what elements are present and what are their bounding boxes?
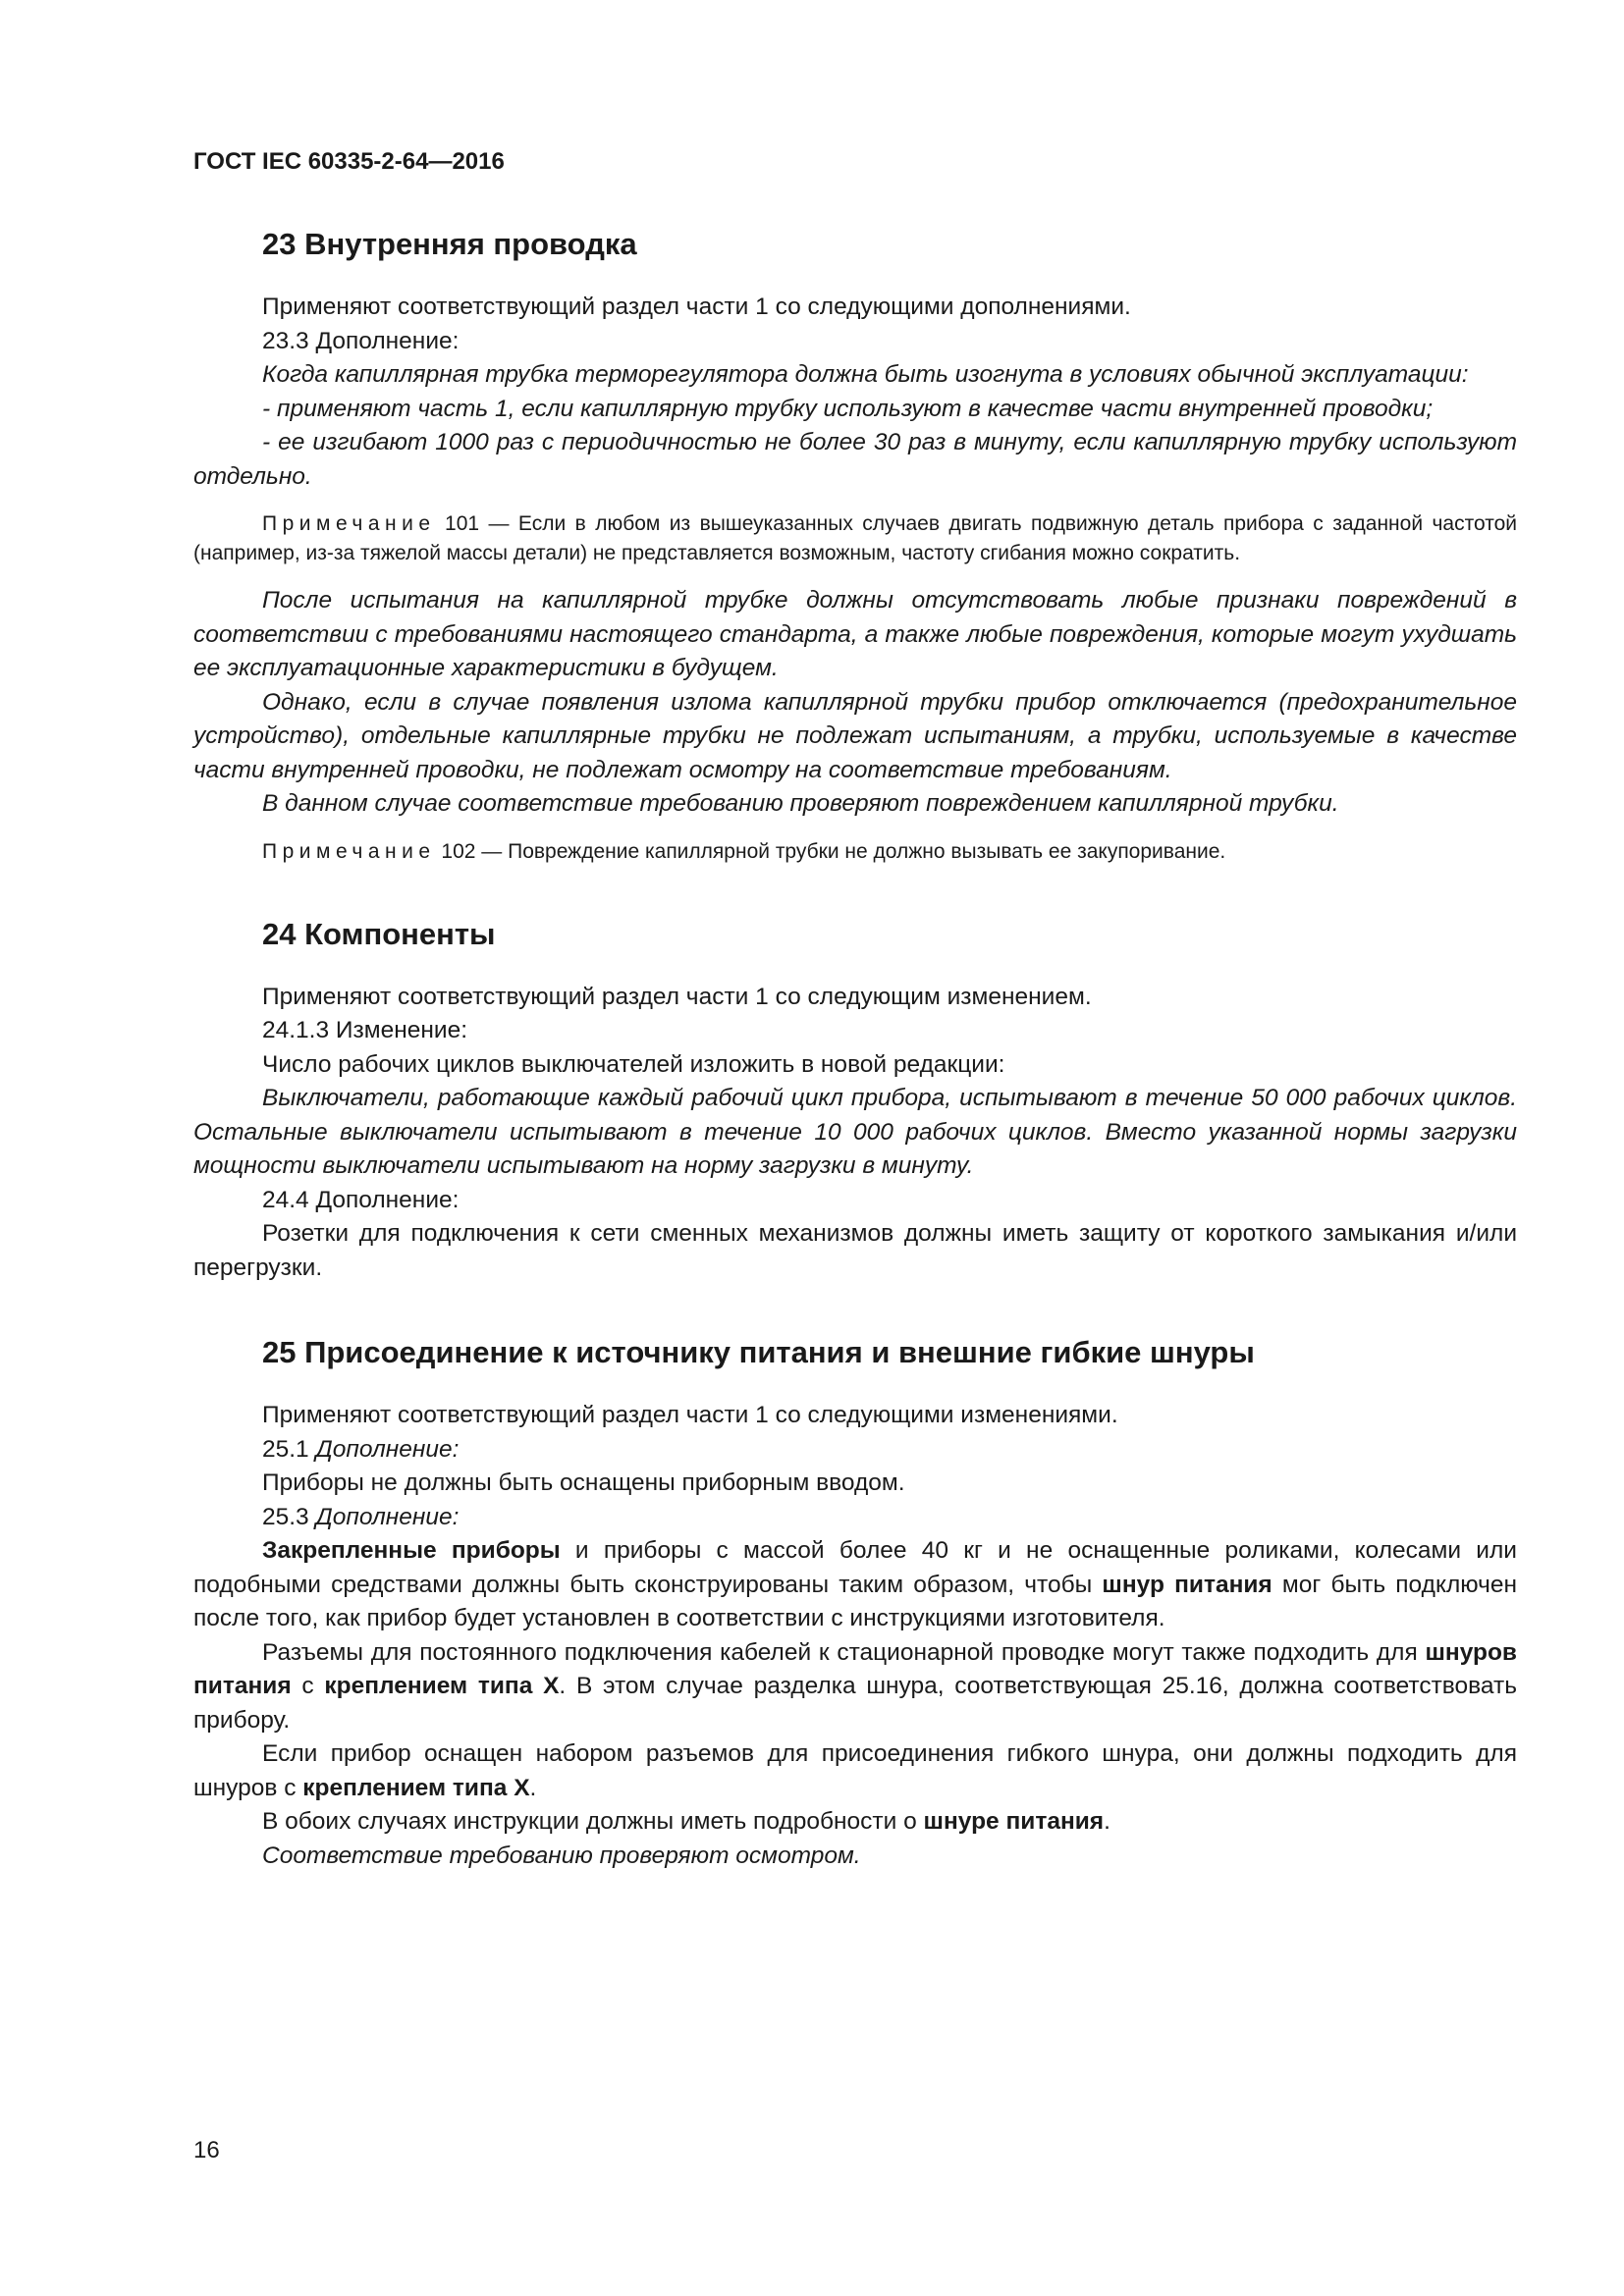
section-23-title: 23 Внутренняя проводка xyxy=(262,227,637,261)
clause-24-4-heading: 24.4 Дополнение: xyxy=(262,1186,460,1213)
section-25-intro: Применяют соответствующий раздел части 1 со следующими изменениями. xyxy=(262,1402,1118,1428)
document-header: ГОСТ IEC 60335-2-64—2016 xyxy=(193,148,505,175)
clause-23-3-item-1: - применяют часть 1, если капиллярную трубку используют в качестве части внутренней проводки; xyxy=(262,395,1434,422)
clause-25-3-heading xyxy=(193,1501,1517,1535)
note-102 xyxy=(193,837,1517,867)
clause-23-3-text: Когда капиллярная трубка терморегулятора должна быть изогнута в условиях обычной эксплуатации: xyxy=(262,361,1469,388)
section-24-title: 24 Компоненты xyxy=(262,916,496,951)
clause-25-3-para-2 xyxy=(193,1636,1517,1738)
clause-23-3-compliance: В данном случае соответствие требованию проверяют повреждением капиллярной трубки. xyxy=(262,790,1339,817)
text-run: и приборы с массой более 40 кг и не оснащенные роликами, колесами или подобными средствами должны быть сконструированы таким образом, чтобы xyxy=(193,1537,1517,1598)
clause-25-3-compliance: Соответствие требованию проверяют осмотром. xyxy=(262,1842,861,1869)
page-number: 16 xyxy=(193,2137,220,2163)
term-fixed-appliances: Закрепленные приборы xyxy=(262,1537,561,1564)
term-type-x-attachment: креплением типа X xyxy=(302,1774,530,1801)
clause-24-1-3-heading: 24.1.3 Изменение: xyxy=(262,1017,468,1043)
section-24-intro: Применяют соответствующий раздел части 1 со следующим изменением. xyxy=(262,983,1092,1010)
clause-23-3-item-2: - ее изгибают 1000 раз с периодичностью не более 30 раз в минуту, если капиллярную трубку используют отдельно. xyxy=(193,429,1517,490)
text-run: Если прибор оснащен набором разъемов для присоединения гибкого шнура, они должны подходить для шнуров с xyxy=(193,1740,1517,1801)
clause-25-3-word: Дополнение: xyxy=(315,1503,460,1530)
clause-25-3-para-1 xyxy=(193,1534,1517,1636)
note-101-text: 101 — Если в любом из вышеуказанных случаев двигать подвижную деталь прибора с заданной частотой (например, из-за тяжелой массы детали) не представляется возможным, частоту сгибания можно сократить. xyxy=(193,512,1517,564)
clause-23-3-heading: 23.3 Дополнение: xyxy=(262,327,460,354)
text-run: мог быть подключен после того, как прибор будет установлен в соответствии с инструкциями изготовителя. xyxy=(193,1571,1517,1631)
text-run: с xyxy=(291,1673,325,1699)
note-101-label: Примечание xyxy=(262,512,436,535)
term-supply-cord: шнур питания xyxy=(1102,1571,1272,1598)
text-run: . В этом случае разделка шнура, соответствующая 25.16, должна соответствовать прибору. xyxy=(193,1673,1517,1734)
clause-25-1-number: 25.1 xyxy=(262,1435,309,1463)
text-run: В обоих случаях инструкции должны иметь подробности о xyxy=(262,1808,924,1835)
term-type-x-attachment: креплением типа X xyxy=(324,1673,560,1699)
term-supply-cords: шнуров питания xyxy=(193,1638,1517,1699)
clause-23-3-test-result: После испытания на капиллярной трубке должны отсутствовать любые признаки повреждений в соответствии с требованиями настоящего стандарта, а также любые повреждения, которые могут ухудшать ее эксплуатационные характеристики в будущем. xyxy=(193,587,1517,681)
clause-24-1-3-italic: Выключатели, работающие каждый рабочий цикл прибора, испытывают в течение 50 000 рабочих циклов. Остальные выключатели испытывают в течение 10 000 рабочих циклов. Вместо указанной нормы загрузки мощности выключатели испытывают на норму загрузки в минуту. xyxy=(193,1085,1517,1179)
clause-24-4-text: Розетки для подключения к сети сменных механизмов должны иметь защиту от короткого замыкания и/или перегрузки. xyxy=(193,1220,1517,1281)
text-run: . xyxy=(1104,1808,1110,1835)
page-content xyxy=(193,147,1517,1873)
clause-25-3-para-3 xyxy=(193,1737,1517,1805)
clause-24-1-3-text: Число рабочих циклов выключателей изложить в новой редакции: xyxy=(262,1050,1005,1078)
note-102-text: 102 — Повреждение капиллярной трубки не должно вызывать ее закупоривание. xyxy=(441,839,1226,863)
text-run: . xyxy=(529,1774,537,1801)
note-101 xyxy=(193,509,1517,568)
clause-25-1-text: Приборы не должны быть оснащены приборным вводом. xyxy=(262,1469,905,1496)
section-23-intro: Применяют соответствующий раздел части 1 со следующими дополнениями. xyxy=(262,294,1131,320)
clause-23-3-exception: Однако, если в случае появления излома капиллярной трубки прибор отключается (предохранительное устройство), отдельные капиллярные трубки не подлежат испытаниям, а трубки, используемые в качестве части внутренней проводки, не подлежат осмотру на соответствие требованиям. xyxy=(193,688,1517,783)
text-run: Разъемы для постоянного подключения кабелей к стационарной проводке могут также подходить для xyxy=(262,1638,1426,1666)
section-25-title: 25 Присоединение к источнику питания и внешние гибкие шнуры xyxy=(262,1335,1255,1369)
clause-25-1-heading xyxy=(193,1433,1517,1468)
clause-25-1-word: Дополнение: xyxy=(315,1435,460,1463)
note-102-label: Примечание xyxy=(262,839,436,863)
clause-25-3-number: 25.3 xyxy=(262,1503,309,1530)
clause-25-3-para-4 xyxy=(193,1805,1517,1840)
term-supply-cord: шнуре питания xyxy=(923,1808,1105,1835)
